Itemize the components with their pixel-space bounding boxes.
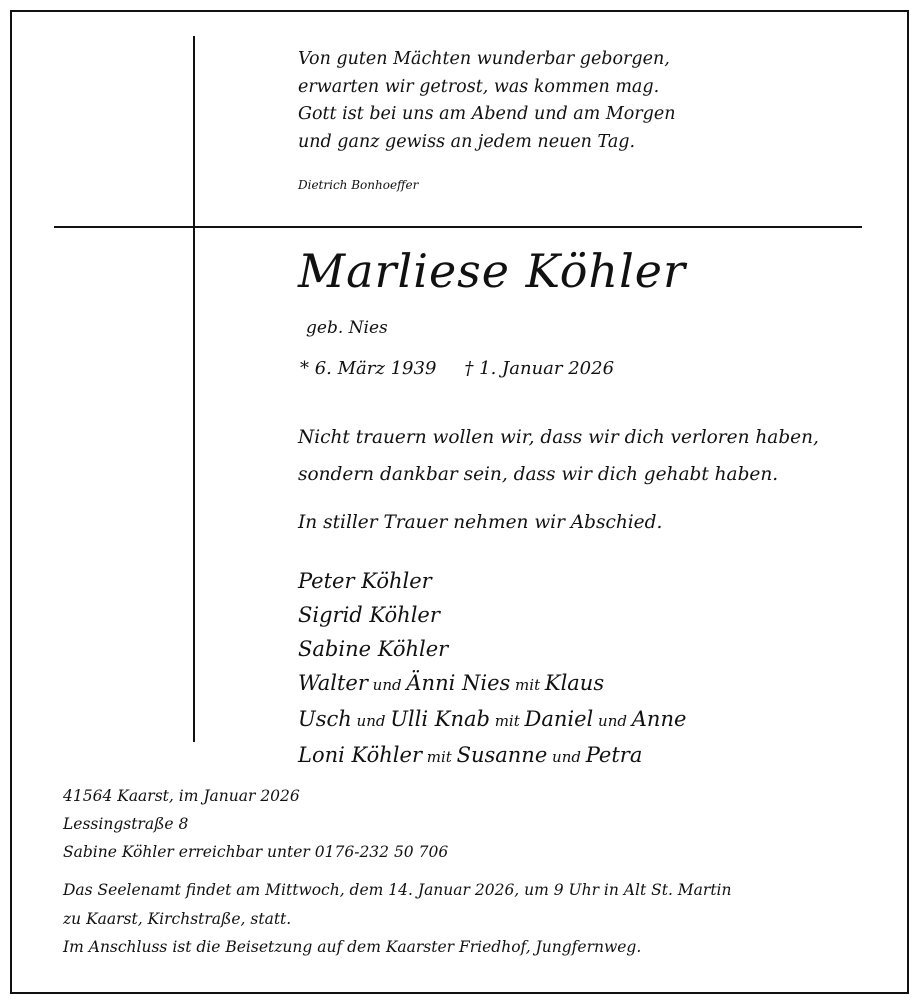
- poem-line: Gott ist bei uns am Abend und am Morgen: [298, 104, 676, 124]
- mourner-name: Klaus: [544, 671, 605, 695]
- mourner-line: [298, 702, 686, 738]
- mourner-connector: mit: [489, 712, 525, 730]
- mourner-name: Anne: [631, 707, 687, 731]
- address-line: 41564 Kaarst, im Januar 2026: [63, 787, 300, 805]
- mourner-name: Petra: [585, 743, 643, 767]
- poem: [298, 46, 676, 156]
- mourner-name: Usch: [298, 707, 352, 731]
- service-line: Das Seelenamt findet am Mittwoch, dem 14. Januar 2026, um 9 Uhr in Alt St. Martin: [63, 881, 732, 899]
- mourner-line: [298, 632, 686, 666]
- poem-line: erwarten wir getrost, was kommen mag.: [298, 76, 660, 97]
- mourner-connector: und: [351, 712, 391, 730]
- birth-date: * 6. März 1939: [300, 358, 437, 379]
- mourners-list: [298, 564, 686, 774]
- death-date: † 1. Januar 2026: [464, 358, 615, 379]
- mourner-connector: und: [367, 676, 407, 694]
- mourner-name: Sabine Köhler: [298, 637, 449, 661]
- mourner-name: Walter: [298, 671, 368, 695]
- farewell-text: In stiller Trauer nehmen wir Abschied.: [298, 512, 663, 533]
- life-dates: [300, 358, 614, 379]
- cross-vertical-bar: [193, 36, 195, 742]
- address-line: Lessingstraße 8: [63, 815, 189, 833]
- mourner-line: [298, 666, 686, 702]
- mourner-name: Ulli Knab: [390, 707, 490, 731]
- mourner-name: Susanne: [456, 743, 548, 767]
- address-block: [63, 782, 448, 866]
- poem-line: und ganz gewiss an jedem neuen Tag.: [298, 131, 636, 152]
- mourner-connector: mit: [510, 676, 545, 694]
- cross-horizontal-bar: [54, 226, 862, 228]
- quote-line: Nicht trauern wollen wir, dass wir dich verloren haben,: [298, 427, 819, 448]
- mourner-name: Sigrid Köhler: [298, 603, 440, 627]
- service-line: Im Anschluss ist die Beisetzung auf dem Kaarster Friedhof, Jungfernweg.: [63, 938, 642, 956]
- service-line: zu Kaarst, Kirchstraße, statt.: [63, 909, 292, 928]
- address-line: Sabine Köhler erreichbar unter 0176-232 50 706: [63, 843, 449, 861]
- mourner-connector: und: [593, 712, 632, 730]
- quote-line: sondern dankbar sein, dass wir dich gehabt haben.: [298, 464, 779, 485]
- mourner-connector: mit: [421, 748, 457, 766]
- mourner-line: [298, 598, 686, 632]
- poem-line: Von guten Mächten wunderbar geborgen,: [298, 49, 670, 69]
- deceased-name: Marliese Köhler: [298, 244, 686, 298]
- mourner-name: Änni Nies: [406, 671, 511, 695]
- mourner-name: Peter Köhler: [298, 569, 432, 593]
- mourner-line: [298, 564, 686, 598]
- quote: [298, 419, 819, 493]
- mourner-name: Daniel: [524, 707, 594, 731]
- maiden-name: geb. Nies: [306, 318, 388, 338]
- mourner-name: Loni Köhler: [298, 743, 422, 767]
- mourner-connector: und: [547, 748, 586, 766]
- poem-author: Dietrich Bonhoeffer: [298, 178, 419, 192]
- service-info: [63, 876, 732, 962]
- mourner-line: [298, 738, 686, 774]
